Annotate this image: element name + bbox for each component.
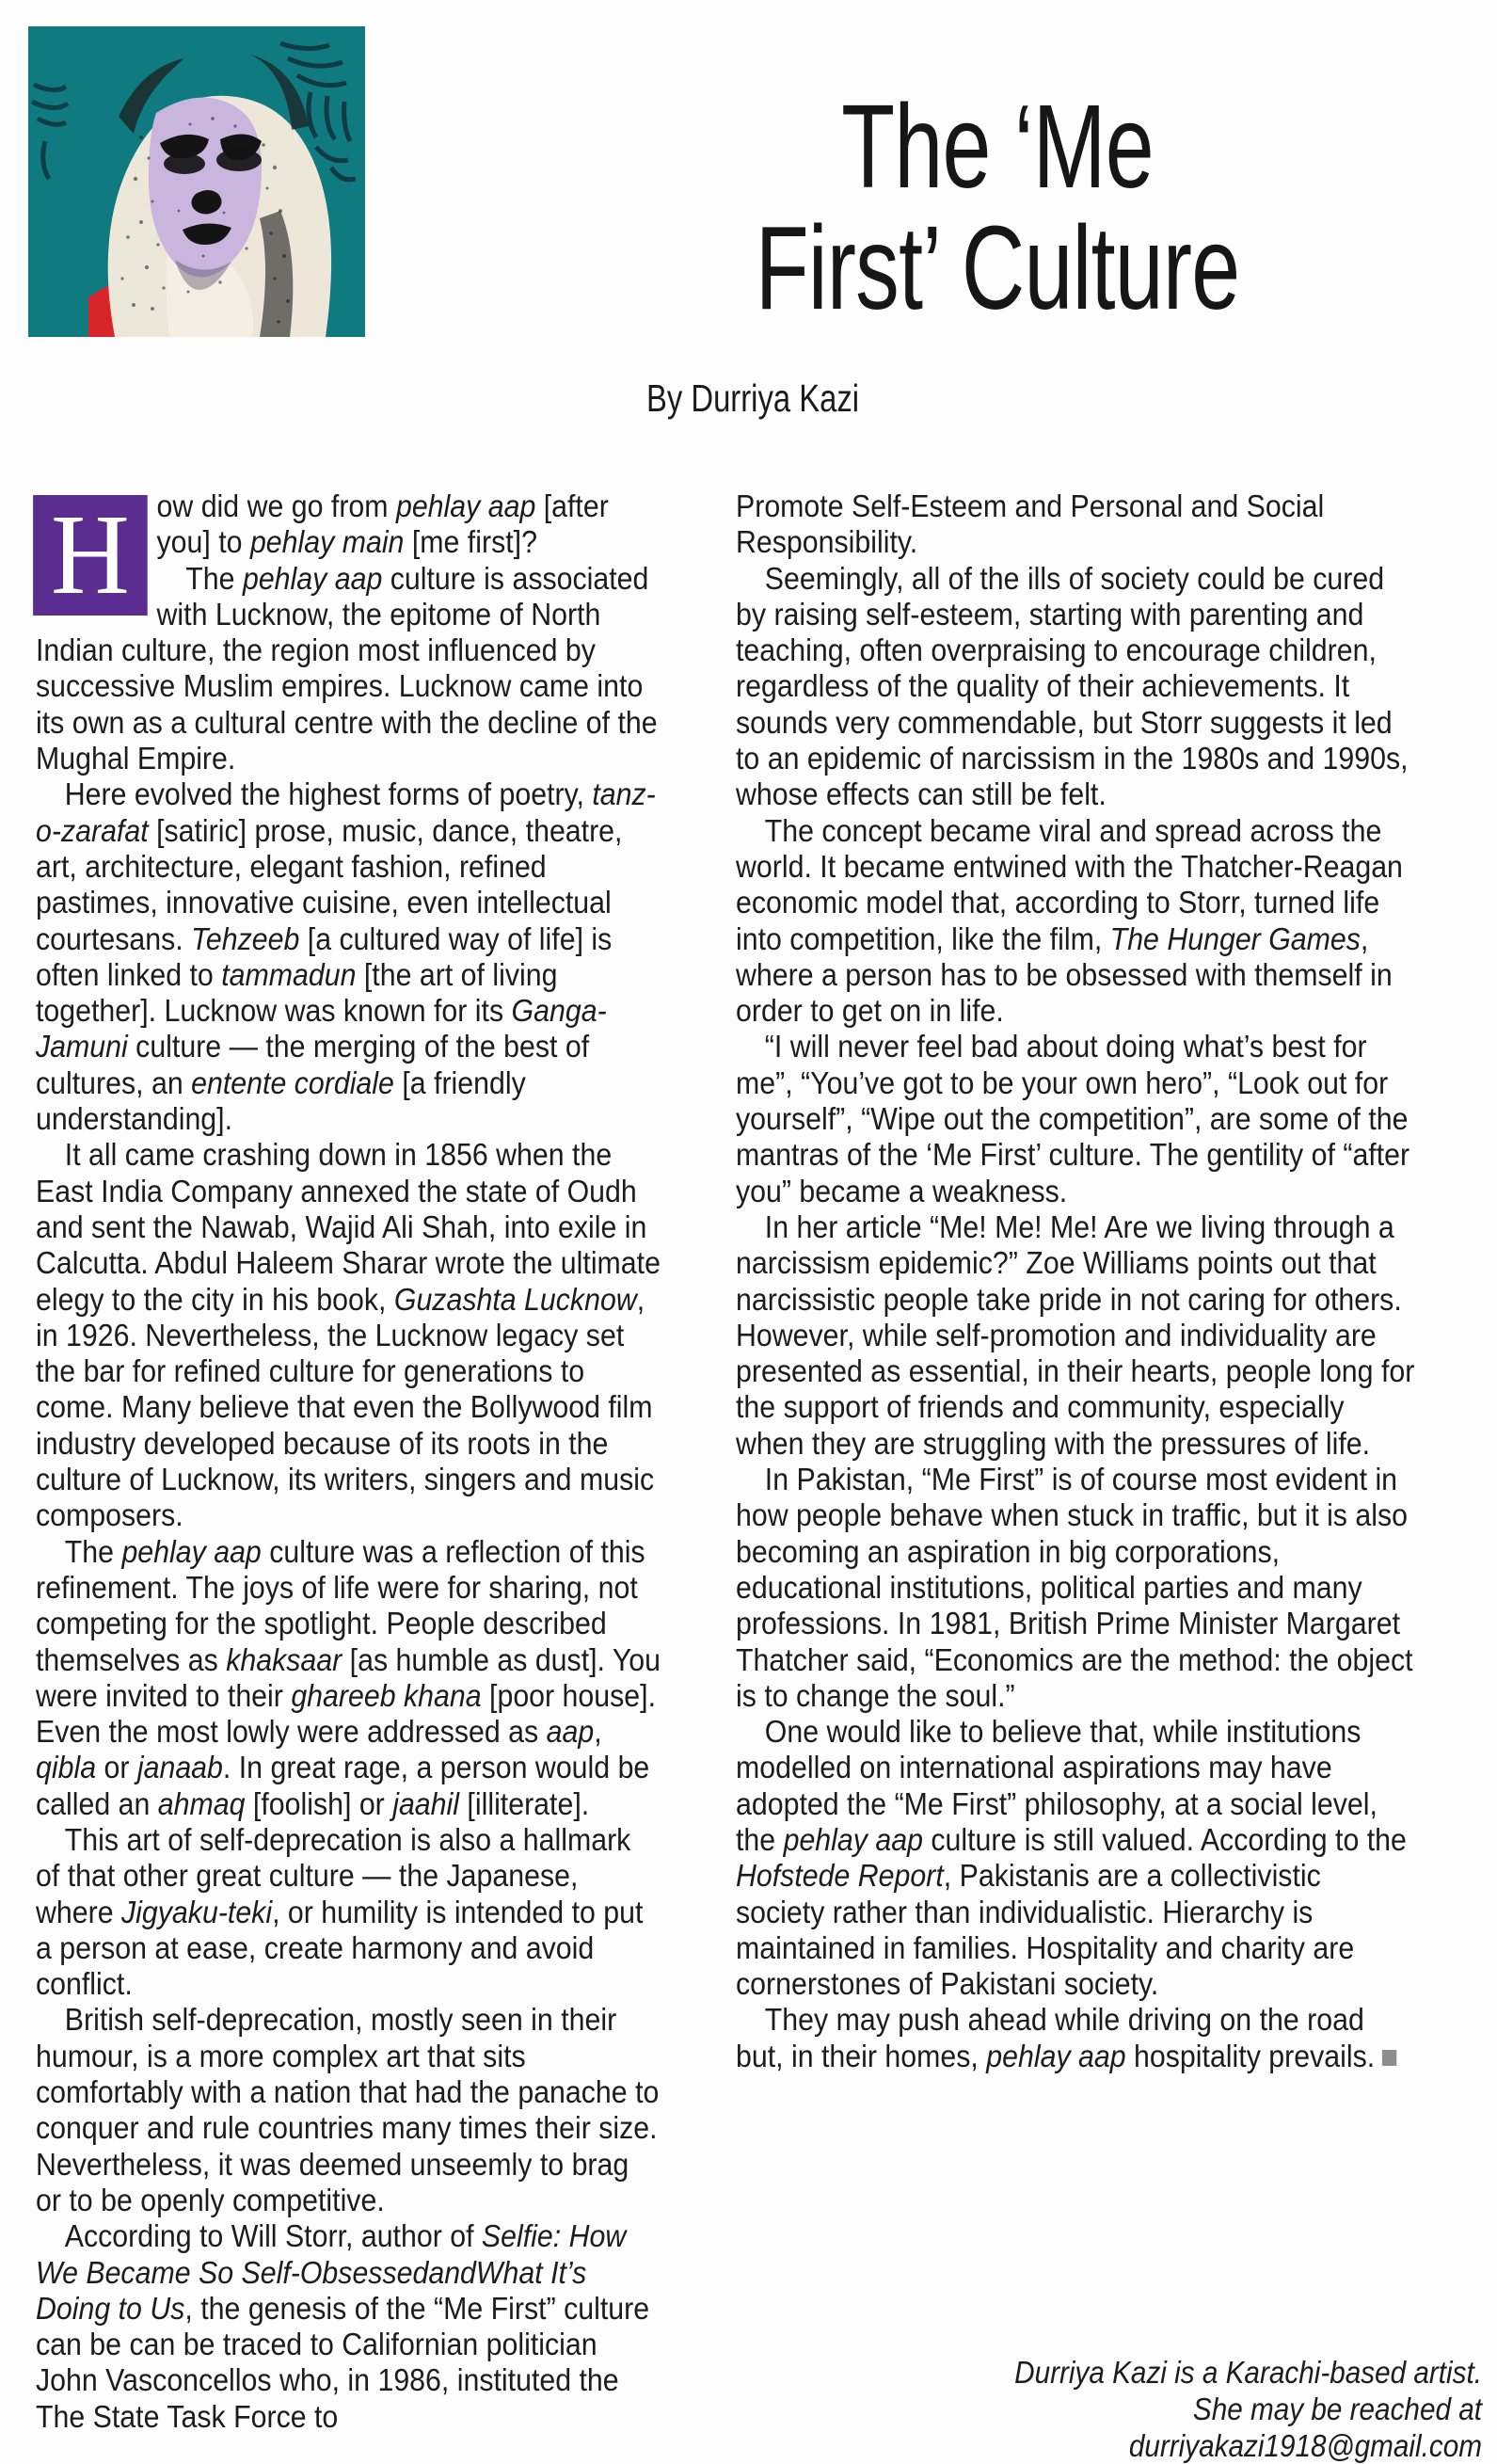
emphasis-text: pehlay aap [242,561,383,597]
emphasis-text: Ganga-Jamuni [36,994,607,1065]
body-text: In Pakistan, “Me First” is of course most evident in how people behave when stuck in traffic, but it is also becoming an aspiration in big corporations, educational institutions, political parties and many professions. In 1981, British Prime Minister Margaret Thatcher said, “Economics are the method: the object is to change the soul.” [736,1463,1413,1714]
body-text: [as humble as dust]. You were invited to their [36,1642,661,1714]
body-text: ow did we go from [156,489,396,524]
emphasis-text: pehlay aap [121,1534,262,1570]
portrait-artwork-icon [28,26,365,337]
body-text: It all came crashing down in 1856 when the East India Company annexed the state of Oudh and sent the Nawab, Wajid Ali Shah, into exile in Calcutta. Abdul Haleem Sharar wrote the ultimate elegy to the city in his book, [36,1138,661,1318]
body-text: culture is associated with Lucknow, the epitome of North Indian culture, the region most influenced by successive Muslim empires. Lucknow came into its own as a cultural centre with the decline of the Mughal Empire. [36,561,658,777]
headline-line-2: First’ Culture [755,200,1240,334]
bio-line-3: durriyakazi1918@gmail.com [1128,2428,1482,2463]
body-text: They may push ahead while driving on the road but, in their homes, [736,2003,1364,2074]
body-text: British self-deprecation, mostly seen in their humour, is a more complex art that sits comfortably with a nation that had the panache to conquer and rule countries many times their size. Nevertheless, it was deemed unseemly to brag or to be openly competitive. [36,2003,660,2218]
body-text: [poor house]. Even the most lowly were addressed as [36,1678,657,1751]
body-text: hospitality prevails. [1125,2039,1376,2074]
body-text: culture is still valued. According to the [922,1822,1407,1858]
paragraph [736,562,1417,814]
page-title [649,80,1346,334]
paragraph [736,814,1417,1031]
body-text: , the genesis of the “Me First” culture can be can be traced to Californian politician John Vasconcellos who, in 1986, instituted the The State Task Force to [36,2291,650,2435]
masthead [0,0,1497,471]
body-text: , in 1926. Nevertheless, the Lucknow legacy set the bar for refined culture for generations to come. Many believe that even the Bollywood film industry developed because of its roots in the culture of Lucknow, its writers, singers and music composers. [36,1282,655,1534]
emphasis-text: tanz-o-zarafat [36,777,656,849]
body-text: , Pakistanis are a collectivistic society rather than individualistic. Hierarchy is maintained in families. Hospitality and charity are cornerstones of Pakistani society. [736,1859,1355,2003]
paragraph [736,489,1417,562]
body-text: [illiterate]. [459,1786,590,1822]
emphasis-text: qibla [36,1751,97,1786]
end-of-article-mark [1382,2050,1396,2066]
emphasis-text: Tehzeeb [191,921,300,957]
body-text: Seemingly, all of the ills of society could be cured by raising self-esteem, starting with parenting and teaching, often overpraising to encourage children, regardless of the quality of their achievements. It sounds very commendable, but Storr suggests it led to an epidemic of narcissism in the 1980s and 1990s, whose effects can still be felt. [736,561,1409,813]
emphasis-text: ahmaq [157,1786,246,1822]
paragraph [36,1535,661,1823]
bio-line-2: She may be reached at [1192,2392,1482,2426]
body-text: , or humility is intended to put a person at ease, create harmony and avoid conflict. [36,1895,644,2003]
body-text: or [96,1751,137,1786]
headline-line-1: The ‘Me [841,80,1154,214]
emphasis-text: Jigyaku-teki [121,1895,273,1930]
body-text: The [185,561,243,597]
body-text: The concept became viral and spread across the world. It became entwined with the Thatcher-Reagan economic model that, according to Storr, turned life into competition, like the film, [736,813,1403,957]
body-text: The [64,1534,122,1570]
body-text: “I will never feel bad about doing what’s best for me”, “You’ve got to be your own hero”, “Look out for yourself”, “Wipe out the competition”, are some of the mantras of the ‘Me First’ culture. The gentility of “after you” became a weakness. [736,1030,1410,1209]
drop-cap: H [33,495,148,616]
body-text: One would like to believe that, while institutions modelled on international aspirations may have adopted the “Me First” philosophy, at a social level, the [736,1715,1378,1858]
emphasis-text: tammadun [221,957,357,993]
author-bio [838,2354,1482,2464]
emphasis-text: khaksaar [226,1642,342,1678]
paragraph [36,1823,661,2003]
emphasis-text: pehlay aap [986,2039,1126,2074]
paragraph [736,1463,1417,1715]
body-text: [me first]? [404,525,537,561]
body-text: . In great rage, a person would be called an [36,1751,650,1822]
paragraph [736,1210,1417,1463]
body-text: This art of self-deprecation is also a hallmark of that other great culture — the Japanese, where [36,1822,631,1930]
paragraph [736,1030,1417,1209]
body-text: [foolish] or [245,1786,393,1822]
emphasis-text: ghareeb khana [291,1678,482,1714]
emphasis-text: Selfie: How We Became So Self-ObsessedandWhat It’s Doing to Us [36,2219,627,2327]
body-text: [after you] to [156,489,609,561]
emphasis-text: Guzashta Lucknow [393,1282,637,1318]
body-text: [a cultured way of life] is often linked to [36,921,613,993]
body-text: [the art of living together]. Lucknow was known for its [36,957,558,1030]
emphasis-text: pehlay main [249,525,405,561]
paragraph [36,2003,661,2219]
article-body [0,489,1497,2456]
emphasis-text: Hofstede Report [736,1859,944,1895]
body-text: Promote Self-Esteem and Personal and Social Responsibility. [736,489,1325,561]
emphasis-text: jaahil [392,1786,460,1822]
paragraph [736,2003,1417,2075]
emphasis-text: aap [546,1715,595,1751]
bio-line-1: Durriya Kazi is a Karachi-based artist. [1014,2355,1482,2390]
body-text: In her article “Me! Me! Me! Are we living through a narcissism epidemic?” Zoe Williams points out that narcissistic people take pride in not caring for others. However, while self-promotion and individuality are presented as essential, in their hearts, people long for the support of friends and community, especially when they are struggling with the pressures of life. [736,1209,1415,1462]
body-text: According to Will Storr, author of [64,2219,482,2255]
column-left [36,489,661,2436]
paragraph [36,1138,661,1534]
body-text: [satiric] prose, music, dance, theatre, art, architecture, elegant fashion, refined pastimes, innovative cuisine, even intellectual courtesans. [36,813,623,957]
body-text: culture — the merging of the best of cultures, an [36,1030,590,1101]
paragraph [36,2219,661,2436]
paragraph [736,1715,1417,2003]
column-right [736,489,1417,2075]
emphasis-text: pehlay aap [395,489,536,524]
body-text: , [594,1715,602,1751]
emphasis-text: The Hunger Games [1109,921,1361,957]
byline: By Durriya Kazi [645,376,859,420]
body-text: , where a person has to be obsessed with themself in order to get on in life. [736,921,1393,1030]
paragraph [36,777,661,1138]
emphasis-text: janaab [136,1751,223,1786]
body-text: Here evolved the highest forms of poetry, [64,777,593,813]
emphasis-text: pehlay aap [783,1822,923,1858]
portrait-illustration [28,26,365,337]
body-text: culture was a reflection of this refinement. The joys of life were for sharing, not competing for the spotlight. People described themselves as [36,1534,645,1678]
emphasis-text: entente cordiale [191,1065,394,1101]
body-text: [a friendly understanding]. [36,1065,526,1138]
